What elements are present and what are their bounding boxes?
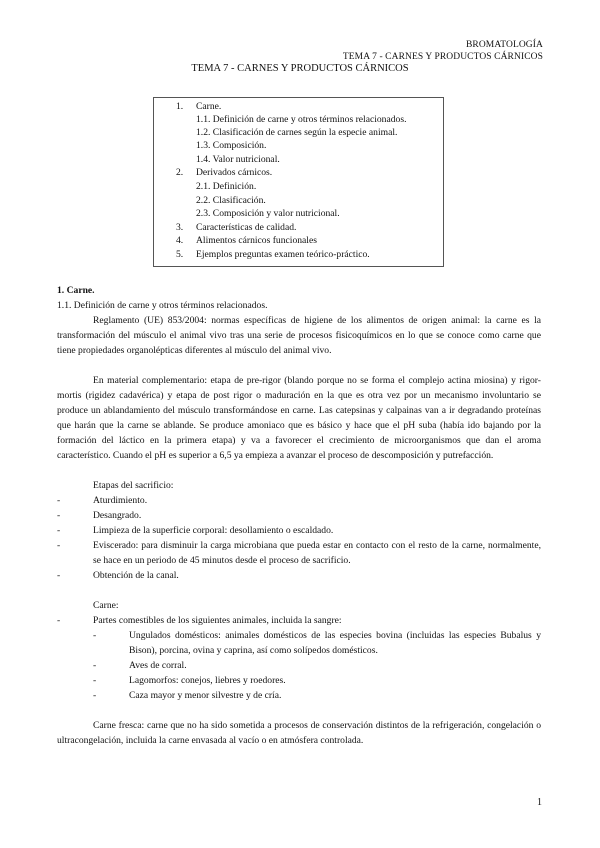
header-course: BROMATOLOGÍA [465, 40, 543, 50]
sub-list-item: - Aves de corral. [93, 660, 187, 671]
sub-list-item: - Ungulados domésticos: animales domésticos de las especies bovina (incluidas las especies Bubalus y Bison), porcina, ovina y caprina, así como solípedos domésticos. [93, 630, 541, 656]
list-item: - Obtención de la canal. [57, 570, 179, 581]
paragraph-complementary: En material complementario: etapa de pre-rigor (blando porque no se forma el complejo actina miosina) y rigor-mortis (rigidez cadavérica) y etapa de post rigor o maduración en la que es otra vez por un mecanismo involuntario se produce un ablandamiento del músculo transformándose en carne. Las catepsinas y calpainas van a ir degradando proteínas que harán que la carne se ablande. Se produce amoniaco que es básico y hace que el pH suba (había ido bajando por la formación del láctico en la primera etapa) y va a favorecer el crecimiento de microorganismos que dan el aroma característico. Cuando el pH es superior a 6,5 ya empieza a avanzar el proceso de descomposición y putrefacción. [57, 375, 541, 461]
table-of-contents: 1. Carne. 1.1. Definición de carne y otros términos relacionados. 1.2. Clasificación de carnes según la especie animal. 1.3. Composición. 1.4. Valor nutricional. 2. Derivados cárnicos. 2.1. Definición. 2.2. Clasificación. 2.3. Composición y valor nutricional. 3. Características de calidad. 4. Alimentos cárnicos funcionales 5. Ejemplos preguntas examen teórico-práctico. [153, 97, 444, 267]
toc-item: 1.1. Definición de carne y otros términos relacionados. [196, 114, 407, 125]
paragraph-regulation: Reglamento (UE) 853/2004: normas específicas de higiene de los alimentos de origen animal: la carne es la transformación del músculo el animal vivo tras una serie de procesos fisicoquímicos en lo que se conoce como carne que tiene propiedades organolépticas diferentes al músculo del animal vivo. [57, 315, 541, 356]
list-item: - Eviscerado: para disminuir la carga microbiana que pueda estar en contacto con el resto de la carne, normalmente, se hace en un periodo de 45 minutos desde el proceso de sacrificio. [57, 540, 541, 566]
body-text [57, 283, 541, 748]
toc-item: 1.2. Clasificación de carnes según la especie animal. [196, 127, 398, 138]
sub-list-item: - Caza mayor y menor silvestre y de cría. [93, 690, 282, 701]
page-number: 1 [537, 797, 542, 808]
toc-item: 2.2. Clasificación. [196, 195, 266, 206]
list-item: - Desangrado. [57, 510, 142, 521]
page-title: TEMA 7 - CARNES Y PRODUCTOS CÁRNICOS [191, 63, 409, 74]
paragraph-fresh-meat: Carne fresca: carne que no ha sido sometida a procesos de conservación distintos de la refrigeración, congelación o ultracongelación, incluida la carne envasada al vacío o en atmósfera controlada. [57, 720, 541, 746]
section-heading: 1. Carne. [57, 285, 95, 296]
stages-label: Etapas del sacrificio: [93, 480, 174, 491]
list-item: - Aturdimiento. [57, 495, 148, 506]
carne-label: Carne: [93, 600, 119, 611]
toc-item: 2.3. Composición y valor nutricional. [196, 208, 340, 219]
list-item: - Limpieza de la superficie corporal: desollamiento o escaldado. [57, 525, 334, 536]
toc-item: 1.3. Composición. [196, 140, 267, 151]
subsection-heading: 1.1. Definición de carne y otros términos relacionados. [57, 300, 268, 311]
toc-item: 1.4. Valor nutricional. [196, 154, 280, 165]
sub-list-item: - Lagomorfos: conejos, liebres y roedores. [93, 675, 286, 686]
toc-item: 2.1. Definición. [196, 181, 257, 192]
list-item: - Partes comestibles de los siguientes animales, incluida la sangre: [57, 615, 342, 626]
header-topic: TEMA 7 - CARNES Y PRODUCTOS CÁRNICOS [342, 52, 543, 62]
